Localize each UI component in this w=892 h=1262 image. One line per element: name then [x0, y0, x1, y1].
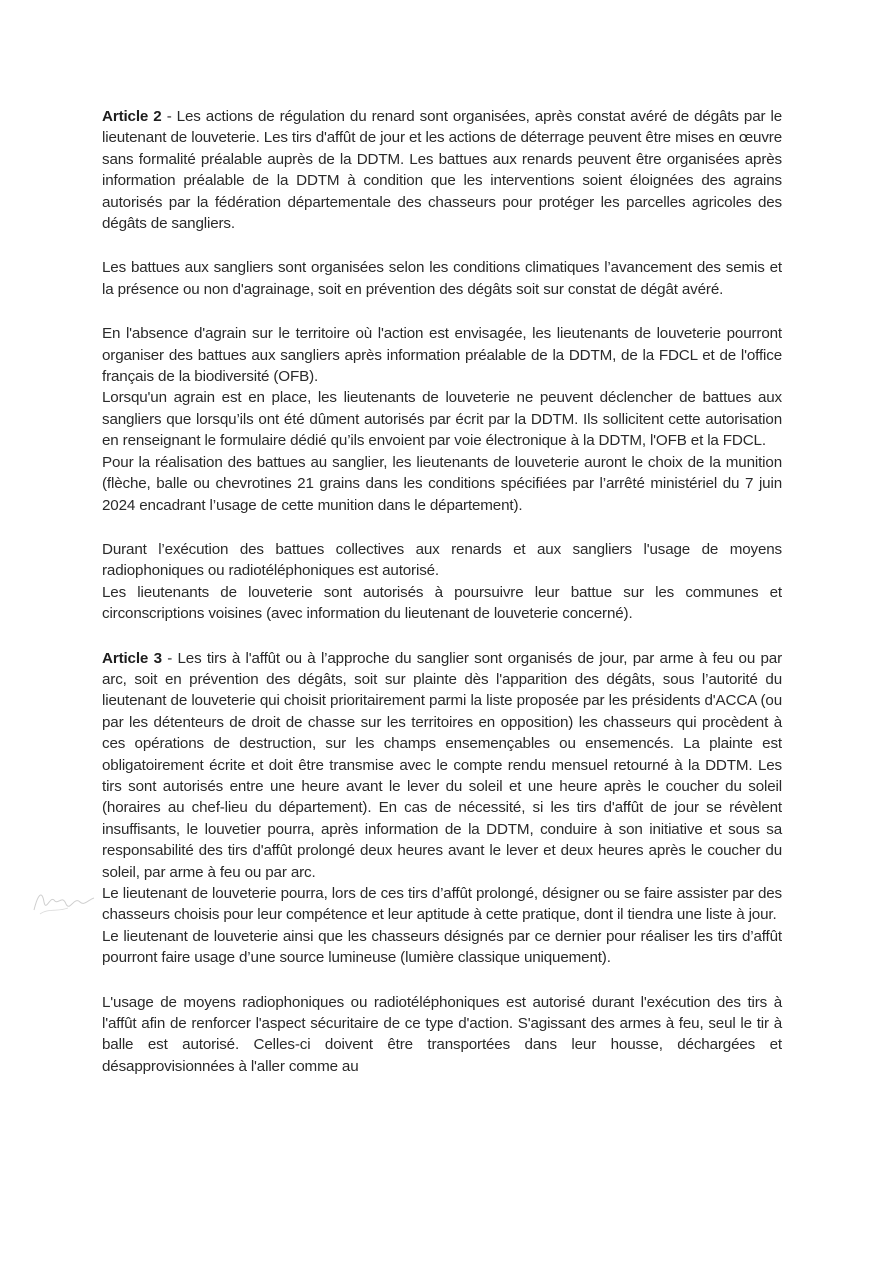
source-lumineuse-text: Le lieutenant de louveterie ainsi que les chasseurs désignés par ce dernier pour réaliser les tirs d’affût pourront faire usage d’une source lumineuse (lumière classique uniquement). — [102, 927, 782, 967]
handwritten-initials-mark — [28, 884, 98, 918]
radio-battues-text: Durant l’exécution des battues collectives aux renards et aux sangliers l'usage de moyens radiophoniques ou radiotéléphoniques est autorisé. — [102, 540, 782, 580]
article-2-text: - Les actions de régulation du renard sont organisées, après constat avéré de dégâts par le lieutenant de louveterie. Les tirs d'affût de jour et les actions de déterrage peuvent être mises en œuvre sans formalité préalable auprès de la DDTM. Les battues aux renards peuvent être organisées après information préalable de la DDTM à condition que les interventions soient éloignées des agrains autorisés par la fédération départementale des chasseurs pour protéger les parcelles agricoles des dégâts de sangliers. — [102, 108, 782, 233]
article-2-paragraph — [102, 106, 782, 234]
affut-prolonge-text: Le lieutenant de louveterie pourra, lors de ces tirs d’affût prolongé, désigner ou se faire assister par des chasseurs choisis pour leur compétence et leur aptitude à cette pratique, dont il tiendra une liste à jour. — [102, 885, 782, 924]
radio-battues-paragraph — [102, 539, 782, 625]
article-2-label: Article 2 — [102, 108, 162, 125]
agrain-present-text: Lorsqu'un agrain est en place, les lieutenants de louveterie ne peuvent déclencher de battues aux sangliers que lorsqu’ils ont été dûment autorisés par écrit par la DDTM. Ils sollicitent cette autorisation en renseignant le formulaire dédié qu’ils envoient par voie électronique à la DDTM, l'OFB et la FDCL. — [102, 389, 782, 450]
poursuite-battue-text: Les lieutenants de louveterie sont autorisés à poursuivre leur battue sur les communes et circonscriptions voisines (avec information du lieutenant de louveterie concerné). — [102, 583, 782, 623]
agrain-paragraph — [102, 323, 782, 516]
agrain-absence-text: En l'absence d'agrain sur le territoire où l'action est envisagée, les lieutenants de louveterie pourront organiser des battues aux sangliers après information préalable de la DDTM, de la FDCL et de l'office français de la biodiversité (OFB). — [102, 325, 782, 386]
munition-text: Pour la réalisation des battues au sanglier, les lieutenants de louveterie auront le choix de la munition (flèche, balle ou chevrotines 21 grains dans les conditions spécifiées par l’arrêté ministériel du 7 juin 2024 encadrant l’usage de cette munition dans le département). — [102, 453, 782, 514]
document-page — [102, 106, 782, 1100]
article-3-label: Article 3 — [102, 649, 162, 667]
article-3-text: - Les tirs à l'affût ou à l’approche du sanglier sont organisés de jour, par arme à feu ou par arc, soit en prévention des dégâts, soit sur plainte dès l'apparition des dégâts, sous l’autorité du lieutenant de louveterie qui choisit prioritairement parmi la liste proposée par les présidents d'ACCA (ou par les détenteurs de droit de chasse sur les territoires en opposition) les chasseurs qui procèdent à ces opérations de destruction, sur les champs ensemençables ou ensemencés. La plainte est obligatoirement écrite et doit être transmise avec le compte rendu mensuel retourné à la DDTM. Les tirs sont autorisés entre une heure avant le lever du soleil et une heure après le coucher du soleil (horaires au chef-lieu du département). En cas de nécessité, si les tirs d'affût de jour se révèlent insuffisants, le louvetier pourra, après information de la DDTM, conduire à son initiative et sous sa responsabilité des tirs d'affût prolongé deux heures avant le lever et deux heures après le coucher du soleil, par arme à feu ou par arc. — [102, 649, 782, 881]
radio-affut-paragraph — [102, 992, 782, 1078]
battues-sangliers-text: Les battues aux sangliers sont organisées selon les conditions climatiques l’avancement des semis et la présence ou non d'agrainage, soit en prévention des dégâts soit sur constat de dégât avéré. — [102, 259, 782, 298]
battues-sangliers-paragraph — [102, 257, 782, 300]
article-3-paragraph — [102, 648, 782, 969]
radio-affut-text: L'usage de moyens radiophoniques ou radiotéléphoniques est autorisé durant l'exécution des tirs à l'affût afin de renforcer l'aspect sécuritaire de ce type d'action. S'agissant des armes à feu, seul le tir à balle est autorisé. Celles-ci doivent être transportées dans leur housse, déchargées et désapprovisionnées à l'aller comme au — [102, 993, 782, 1075]
